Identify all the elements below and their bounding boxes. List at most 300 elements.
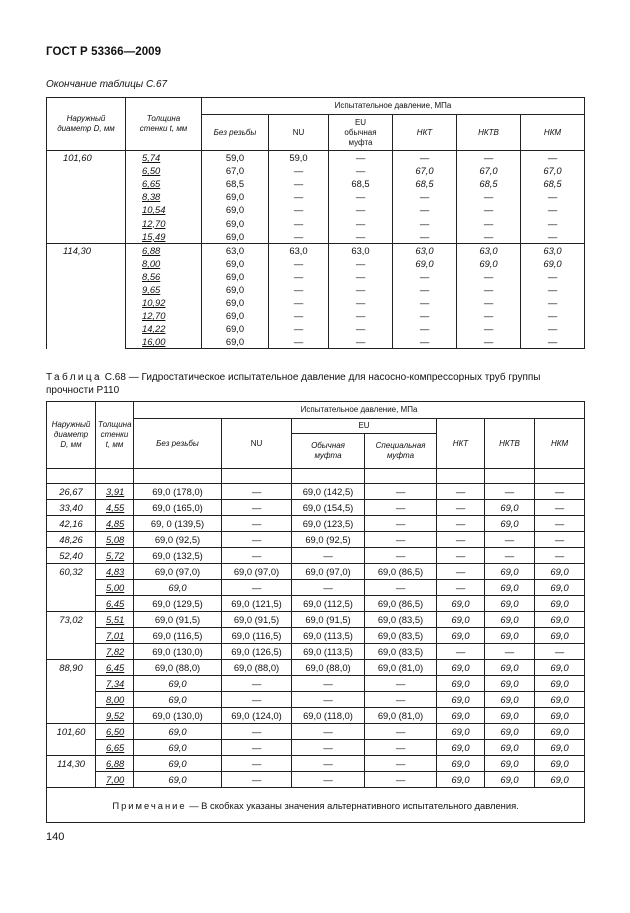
cell-value: — <box>521 216 585 229</box>
table-row <box>47 612 585 628</box>
cell-diameter: 48,26 <box>47 532 96 548</box>
cell-value: 69,0 (118,0) <box>292 708 365 724</box>
cell-wall: 15,49 <box>126 230 202 244</box>
cell-value: 69,0 (132,5) <box>134 548 222 564</box>
cell-value: 67,0 <box>521 164 585 177</box>
cell-value: 69,0 <box>535 596 585 612</box>
cell-value: 69,0 (83,5) <box>365 612 437 628</box>
cell-value: — <box>393 151 457 165</box>
cell-value: 69,0 <box>134 740 222 756</box>
cell-value: — <box>365 516 437 532</box>
table-row <box>47 580 585 596</box>
cell-value: 69,0 <box>134 692 222 708</box>
cell-value: — <box>269 335 329 349</box>
cell-value: — <box>393 322 457 335</box>
cell-wall: 12,70 <box>126 216 202 229</box>
cell-value: — <box>222 772 292 788</box>
cell-wall: 6,65 <box>96 740 134 756</box>
table2-caption <box>46 371 586 397</box>
cell-wall: 7,01 <box>96 628 134 644</box>
col-header-hkt: НКТ <box>437 419 485 469</box>
cell-value: — <box>269 216 329 229</box>
cell-value: 69,0 <box>437 724 485 740</box>
cell-wall: 4,85 <box>96 516 134 532</box>
table-row <box>47 772 585 788</box>
cell-value: — <box>521 283 585 296</box>
cell-wall: 6,50 <box>126 164 202 177</box>
cell-value: 69,0 (88,0) <box>134 660 222 676</box>
cell-value: 69,0 (130,0) <box>134 708 222 724</box>
cell-value: 69,0 <box>485 596 535 612</box>
cell-value: 69,0 (130,0) <box>134 644 222 660</box>
spacer-cell <box>292 469 365 484</box>
cell-value: 69,0 (88,0) <box>292 660 365 676</box>
cell-value: 59,0 <box>269 151 329 165</box>
cell-value: — <box>457 216 521 229</box>
col-header-hkm: НКМ <box>521 115 585 151</box>
cell-value: 69,0 (124,0) <box>222 708 292 724</box>
cell-value: 69,0 (97,0) <box>292 564 365 580</box>
col-header-diameter: Наружный диаметр D, мм <box>47 402 96 469</box>
cell-value: 69,0 <box>134 580 222 596</box>
cell-value: — <box>437 532 485 548</box>
cell-value: 68,5 <box>329 177 393 190</box>
cell-value: — <box>521 296 585 309</box>
table-row <box>47 532 585 548</box>
cell-value: — <box>521 190 585 203</box>
cell-value: — <box>292 676 365 692</box>
cell-value: — <box>292 724 365 740</box>
cell-wall: 3,91 <box>96 484 134 500</box>
cell-value: 69,0 (126,5) <box>222 644 292 660</box>
col-header-pressure: Испытательное давление, МПа <box>134 402 585 419</box>
cell-value: 69,0 <box>485 756 535 772</box>
cell-value: — <box>365 692 437 708</box>
cell-value: — <box>222 692 292 708</box>
cell-value: 69,0 <box>485 660 535 676</box>
cell-wall: 9,52 <box>96 708 134 724</box>
cell-value: — <box>457 151 521 165</box>
cell-diameter: 88,90 <box>47 660 96 724</box>
cell-diameter: 42,16 <box>47 516 96 532</box>
cell-value: 69,0 <box>202 216 269 229</box>
table-row <box>47 740 585 756</box>
cell-wall: 5,51 <box>96 612 134 628</box>
cell-diameter: 114,30 <box>47 756 96 788</box>
spacer-cell <box>134 469 222 484</box>
cell-value: 67,0 <box>393 164 457 177</box>
cell-value: 69,0 <box>485 772 535 788</box>
table-row <box>47 296 585 309</box>
cell-value: — <box>292 580 365 596</box>
cell-diameter: 73,02 <box>47 612 96 660</box>
cell-wall: 7,00 <box>96 772 134 788</box>
cell-value: — <box>222 500 292 516</box>
cell-value: 69,0 <box>134 676 222 692</box>
cell-value: — <box>457 322 521 335</box>
cell-value: — <box>329 322 393 335</box>
cell-value: 69,0 (91,5) <box>134 612 222 628</box>
table-row <box>47 322 585 335</box>
cell-value: — <box>269 270 329 283</box>
cell-value: 69,0 (97,0) <box>222 564 292 580</box>
cell-value: 69,0 <box>437 692 485 708</box>
spacer-cell <box>437 469 485 484</box>
cell-value: 69,0 (83,5) <box>365 644 437 660</box>
cell-value: 69,0 <box>437 740 485 756</box>
cell-value: 69,0 <box>485 516 535 532</box>
table2-body <box>47 469 585 788</box>
spacer-row <box>47 469 585 484</box>
col-header-hkm: НКМ <box>535 419 585 469</box>
cell-value: — <box>365 484 437 500</box>
cell-value: — <box>222 756 292 772</box>
cell-value: — <box>365 500 437 516</box>
cell-value: 69,0 (154,5) <box>292 500 365 516</box>
cell-value: — <box>485 548 535 564</box>
col-header-eu: EU <box>292 419 437 434</box>
cell-value: — <box>222 676 292 692</box>
cell-value: 69,0 <box>202 322 269 335</box>
table-row <box>47 177 585 190</box>
cell-value: 69,0 (178,0) <box>134 484 222 500</box>
cell-value: — <box>269 230 329 244</box>
cell-value: 69,0 (92,5) <box>292 532 365 548</box>
cell-diameter: 52,40 <box>47 548 96 564</box>
col-header-hktv: НКТВ <box>485 419 535 469</box>
cell-value: — <box>535 516 585 532</box>
table2-caption-text: С.68 — Гидростатическое испытательное давление для насосно-компрессорных труб группы прочности Р110 <box>46 372 541 396</box>
table-row <box>47 164 585 177</box>
cell-wall: 8,38 <box>126 190 202 203</box>
cell-wall: 14,22 <box>126 322 202 335</box>
cell-diameter: 60,32 <box>47 564 96 612</box>
cell-value: 69,0 <box>485 676 535 692</box>
cell-value: — <box>437 548 485 564</box>
cell-value: 69,0 (81,0) <box>365 708 437 724</box>
spacer-cell <box>96 469 134 484</box>
cell-wall: 8,00 <box>96 692 134 708</box>
cell-value: — <box>521 335 585 349</box>
cell-value: — <box>393 203 457 216</box>
spacer-cell <box>485 469 535 484</box>
table1-caption: Окончание таблицы С.67 <box>46 79 168 90</box>
cell-value: — <box>365 676 437 692</box>
cell-wall: 6,50 <box>96 724 134 740</box>
cell-value: 69,0 <box>485 628 535 644</box>
cell-wall: 5,08 <box>96 532 134 548</box>
cell-value: 69,0 <box>437 628 485 644</box>
cell-value: 69,0 <box>485 580 535 596</box>
cell-wall: 5,00 <box>96 580 134 596</box>
col-header-eu: EU обычная муфта <box>329 115 393 151</box>
cell-value: — <box>269 257 329 270</box>
cell-value: — <box>222 532 292 548</box>
cell-value: 69,0 (97,0) <box>134 564 222 580</box>
cell-value: 69,0 <box>535 772 585 788</box>
cell-value: — <box>269 164 329 177</box>
cell-value: — <box>521 230 585 244</box>
cell-value: — <box>222 484 292 500</box>
spacer-cell <box>365 469 437 484</box>
cell-value: — <box>437 516 485 532</box>
cell-value: — <box>393 296 457 309</box>
cell-value: 69,0 <box>485 612 535 628</box>
cell-value: 69,0 <box>134 772 222 788</box>
table-c68 <box>46 401 585 823</box>
cell-value: 69,0 (113,5) <box>292 644 365 660</box>
cell-value: — <box>329 296 393 309</box>
cell-value: 69,0 <box>521 257 585 270</box>
cell-value: 69,0 <box>535 676 585 692</box>
cell-value: — <box>521 151 585 165</box>
cell-value: — <box>329 216 393 229</box>
cell-value: 69,0 <box>202 283 269 296</box>
cell-value: — <box>222 548 292 564</box>
cell-value: 69,0 (91,5) <box>292 612 365 628</box>
cell-value: 68,5 <box>393 177 457 190</box>
cell-value: — <box>329 164 393 177</box>
cell-wall: 5,74 <box>126 151 202 165</box>
page-number: 140 <box>46 831 65 843</box>
cell-value: — <box>365 756 437 772</box>
table-row <box>47 190 585 203</box>
table2-note <box>47 788 585 823</box>
cell-value: — <box>393 190 457 203</box>
cell-value: 68,5 <box>457 177 521 190</box>
cell-value: 69,0 <box>202 230 269 244</box>
col-header-plain: Без резьбы <box>202 115 269 151</box>
table-row <box>47 564 585 580</box>
table2-caption-label: Таблица <box>46 372 103 383</box>
cell-value: — <box>393 283 457 296</box>
cell-value: 69,0 <box>535 612 585 628</box>
cell-value: 69,0 <box>393 257 457 270</box>
cell-value: 69,0 <box>535 708 585 724</box>
cell-value: — <box>393 230 457 244</box>
cell-value: — <box>329 335 393 349</box>
col-header-diameter: Наружный диаметр D, мм <box>47 98 126 151</box>
cell-value: 69,0 <box>485 724 535 740</box>
cell-value: 69,0 <box>437 676 485 692</box>
col-header-eu-special: Специальная муфта <box>365 434 437 469</box>
cell-value: 68,5 <box>202 177 269 190</box>
cell-value: — <box>365 724 437 740</box>
table1-body <box>47 151 585 349</box>
cell-value: — <box>269 296 329 309</box>
cell-value: — <box>269 203 329 216</box>
table-row <box>47 257 585 270</box>
cell-wall: 12,70 <box>126 309 202 322</box>
table-row <box>47 151 585 165</box>
cell-wall: 4,83 <box>96 564 134 580</box>
cell-value: — <box>535 500 585 516</box>
cell-value: — <box>521 322 585 335</box>
cell-value: 69,0 <box>437 772 485 788</box>
spacer-cell <box>222 469 292 484</box>
table-row <box>47 676 585 692</box>
cell-value: 67,0 <box>457 164 521 177</box>
col-header-eu-regular: Обычная муфта <box>292 434 365 469</box>
cell-value: — <box>457 335 521 349</box>
cell-value: — <box>393 216 457 229</box>
cell-value: 69,0 <box>134 756 222 772</box>
cell-value: — <box>457 283 521 296</box>
cell-value: 69,0 <box>202 190 269 203</box>
table-row <box>47 484 585 500</box>
table-row <box>47 596 585 612</box>
cell-wall: 5,72 <box>96 548 134 564</box>
cell-value: — <box>365 580 437 596</box>
cell-value: — <box>292 756 365 772</box>
col-header-hkt: НКТ <box>393 115 457 151</box>
cell-value: — <box>269 190 329 203</box>
cell-wall: 10,92 <box>126 296 202 309</box>
cell-value: — <box>365 532 437 548</box>
cell-value: 69,0 (165,0) <box>134 500 222 516</box>
cell-wall: 6,45 <box>96 660 134 676</box>
cell-value: — <box>329 270 393 283</box>
cell-value: — <box>329 190 393 203</box>
cell-value: 69,0 (86,5) <box>365 564 437 580</box>
table-row <box>47 708 585 724</box>
cell-value: 69,0 <box>535 660 585 676</box>
cell-diameter: 114,30 <box>47 243 126 349</box>
cell-value: 69,0 (91,5) <box>222 612 292 628</box>
cell-value: — <box>222 724 292 740</box>
cell-value: 68,5 <box>521 177 585 190</box>
table-row <box>47 270 585 283</box>
cell-value: 69,0 <box>437 596 485 612</box>
cell-value: — <box>222 580 292 596</box>
cell-value: 69,0 <box>535 564 585 580</box>
cell-value: — <box>365 548 437 564</box>
cell-value: 69,0 <box>535 724 585 740</box>
cell-wall: 10,54 <box>126 203 202 216</box>
cell-value: 69,0 (81,0) <box>365 660 437 676</box>
cell-value: — <box>329 309 393 322</box>
cell-wall: 6,88 <box>126 243 202 257</box>
cell-value: 69,0 (116,5) <box>134 628 222 644</box>
cell-value: 69,0 <box>202 309 269 322</box>
cell-value: — <box>269 283 329 296</box>
cell-value: 69,0 (123,5) <box>292 516 365 532</box>
col-header-pressure: Испытательное давление, МПа <box>202 98 585 115</box>
cell-value: — <box>292 740 365 756</box>
note-label: Примечание <box>112 799 187 811</box>
cell-value: — <box>222 740 292 756</box>
table-row <box>47 756 585 772</box>
cell-value: 69,0 <box>485 708 535 724</box>
cell-value: 69,0 <box>535 740 585 756</box>
cell-value: 69,0 <box>485 500 535 516</box>
cell-wall: 8,56 <box>126 270 202 283</box>
cell-value: 63,0 <box>393 243 457 257</box>
table-row <box>47 203 585 216</box>
cell-value: 69,0 <box>134 724 222 740</box>
cell-value: — <box>329 257 393 270</box>
cell-value: — <box>535 532 585 548</box>
cell-diameter: 33,40 <box>47 500 96 516</box>
cell-value: — <box>365 740 437 756</box>
table-row <box>47 516 585 532</box>
cell-value: — <box>437 644 485 660</box>
cell-diameter: 101,60 <box>47 724 96 756</box>
cell-value: — <box>437 500 485 516</box>
cell-value: 63,0 <box>457 243 521 257</box>
cell-value: 69,0 <box>485 692 535 708</box>
cell-value: — <box>437 484 485 500</box>
col-header-wall: Толщина стенки t, мм <box>126 98 202 151</box>
table-row <box>47 692 585 708</box>
table-row <box>47 230 585 244</box>
col-header-plain: Без резьбы <box>134 419 222 469</box>
cell-wall: 4,55 <box>96 500 134 516</box>
cell-value: 63,0 <box>329 243 393 257</box>
cell-value: — <box>329 151 393 165</box>
cell-value: 69,0 (129,5) <box>134 596 222 612</box>
cell-value: 69,0 <box>202 270 269 283</box>
cell-value: — <box>393 309 457 322</box>
cell-value: — <box>457 270 521 283</box>
cell-value: — <box>437 580 485 596</box>
col-header-nu: NU <box>269 115 329 151</box>
cell-value: — <box>457 309 521 322</box>
table-row <box>47 628 585 644</box>
cell-wall: 9,65 <box>126 283 202 296</box>
cell-wall: 7,34 <box>96 676 134 692</box>
cell-value: 69,0 <box>535 756 585 772</box>
cell-value: — <box>222 516 292 532</box>
cell-value: 59,0 <box>202 151 269 165</box>
cell-value: 67,0 <box>202 164 269 177</box>
table-row <box>47 644 585 660</box>
cell-value: — <box>457 203 521 216</box>
cell-value: 69,0 <box>437 612 485 628</box>
cell-value: 69,0 (142,5) <box>292 484 365 500</box>
cell-value: — <box>329 203 393 216</box>
cell-value: — <box>485 532 535 548</box>
cell-value: — <box>393 270 457 283</box>
cell-value: — <box>457 190 521 203</box>
col-header-hktv: НКТВ <box>457 115 521 151</box>
cell-value: 69,0 (116,5) <box>222 628 292 644</box>
cell-value: 69,0 <box>202 257 269 270</box>
cell-value: 69,0 <box>202 335 269 349</box>
table-row <box>47 243 585 257</box>
cell-value: — <box>393 335 457 349</box>
cell-value: 69,0 <box>485 564 535 580</box>
table-row <box>47 309 585 322</box>
cell-value: — <box>269 177 329 190</box>
table-row <box>47 216 585 229</box>
cell-value: 69, 0 (139,5) <box>134 516 222 532</box>
table-row <box>47 724 585 740</box>
cell-value: 69,0 <box>437 660 485 676</box>
cell-value: 63,0 <box>521 243 585 257</box>
cell-value: 69,0 (121,5) <box>222 596 292 612</box>
cell-value: — <box>365 772 437 788</box>
cell-wall: 8,00 <box>126 257 202 270</box>
col-header-nu: NU <box>222 419 292 469</box>
cell-value: — <box>535 644 585 660</box>
cell-value: 69,0 <box>535 692 585 708</box>
cell-wall: 6,65 <box>126 177 202 190</box>
cell-value: 69,0 (92,5) <box>134 532 222 548</box>
table-c67-end <box>46 97 585 349</box>
cell-value: — <box>269 309 329 322</box>
cell-value: — <box>535 548 585 564</box>
